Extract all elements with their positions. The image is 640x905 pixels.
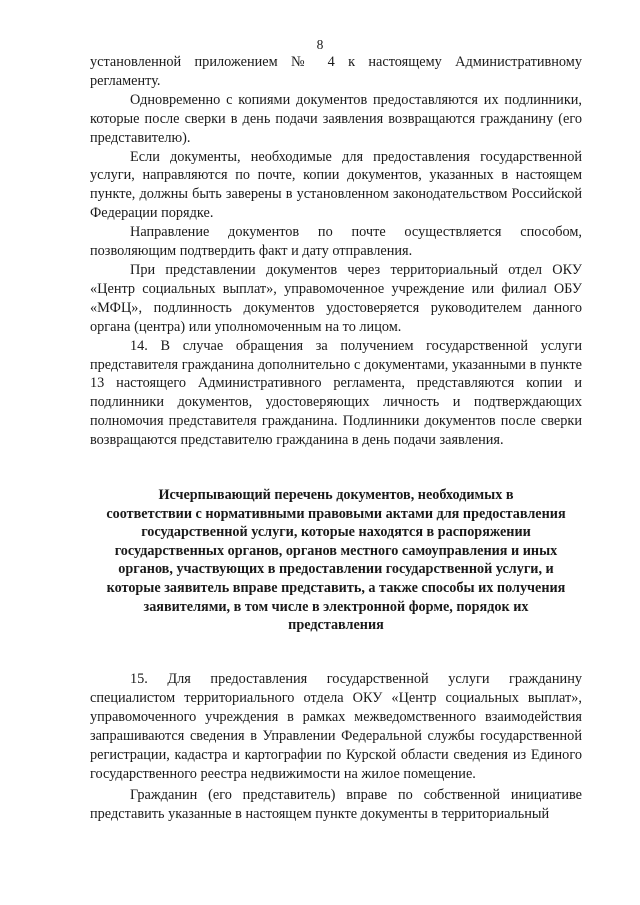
body-text-bottom xyxy=(90,670,582,824)
paragraph: Гражданин (его представитель) вправе по собственной инициативе представить указанные в настоящем пункте документы в территориальный xyxy=(90,787,582,823)
heading-line: соответствии с нормативными правовыми актами для предоставления xyxy=(106,505,566,522)
heading-line: государственной услуги, которые находятся в распоряжении xyxy=(141,524,531,541)
paragraph: Одновременно с копиями документов предоставляются их подлинники, которые после сверки в день подачи заявления возвращаются гражданину (его представителю). xyxy=(90,91,582,146)
paragraph: Направление документов по почте осуществляется способом, позволяющим подтвердить факт и дату отправления. xyxy=(90,224,582,260)
paragraph: установленной приложением № 4 к настоящему Административному регламенту. xyxy=(90,54,582,89)
paragraph: При представлении документов через территориальный отдел ОКУ «Центр социальных выплат», управомоченное учреждение или филиал ОБУ «МФЦ», подлинность документов удостоверяется руководителем данного органа (центра) или уполномоченным на то лицом. xyxy=(90,261,582,335)
paragraph-item-14: 14. В случае обращения за получением государственной услуги представителя гражданина дополнительно с документами, указанными в пункте 13 настоящего Административного регламента, представляются копии и подлинники документов, удостоверяющих личность и подтверждающих полномочия представителя гражданина. Подлинники документов после сверки возвращаются представителю гражданина в день подачи заявления. xyxy=(90,337,582,449)
heading-line: которые заявитель вправе представить, а также способы их получения xyxy=(106,579,566,596)
heading-line: органов, участвующих в предоставлении государственной услуги, и xyxy=(118,561,554,578)
heading-line: государственных органов, органов местного самоуправления и иных xyxy=(114,542,558,559)
heading-line: Исчерпывающий перечень документов, необходимых в xyxy=(158,487,514,503)
paragraph-item-15: 15. Для предоставления государственной услуги гражданину специалистом территориального отдела ОКУ «Центр социальных выплат», управомоченного учреждения в рамках межведомственного взаимодействия запрашиваются сведения в Управлении Федеральной службы государственной регистрации, кадастра и картографии по Курской области сведения из Единого государственного реестра недвижимости на жилое помещение. xyxy=(90,671,582,782)
paragraph: Если документы, необходимые для предоставления государственной услуги, направляются по почте, копии документов, указанных в настоящем пункте, должны быть заверены в установленном законодательством Российской Федерации порядке. xyxy=(90,148,582,222)
heading-line: представления xyxy=(288,617,384,634)
section-heading xyxy=(100,486,572,635)
body-text-top xyxy=(90,53,582,450)
page-number: 8 xyxy=(316,37,324,52)
heading-line: заявителями, в том числе в электронной форме, порядок их xyxy=(143,598,529,615)
